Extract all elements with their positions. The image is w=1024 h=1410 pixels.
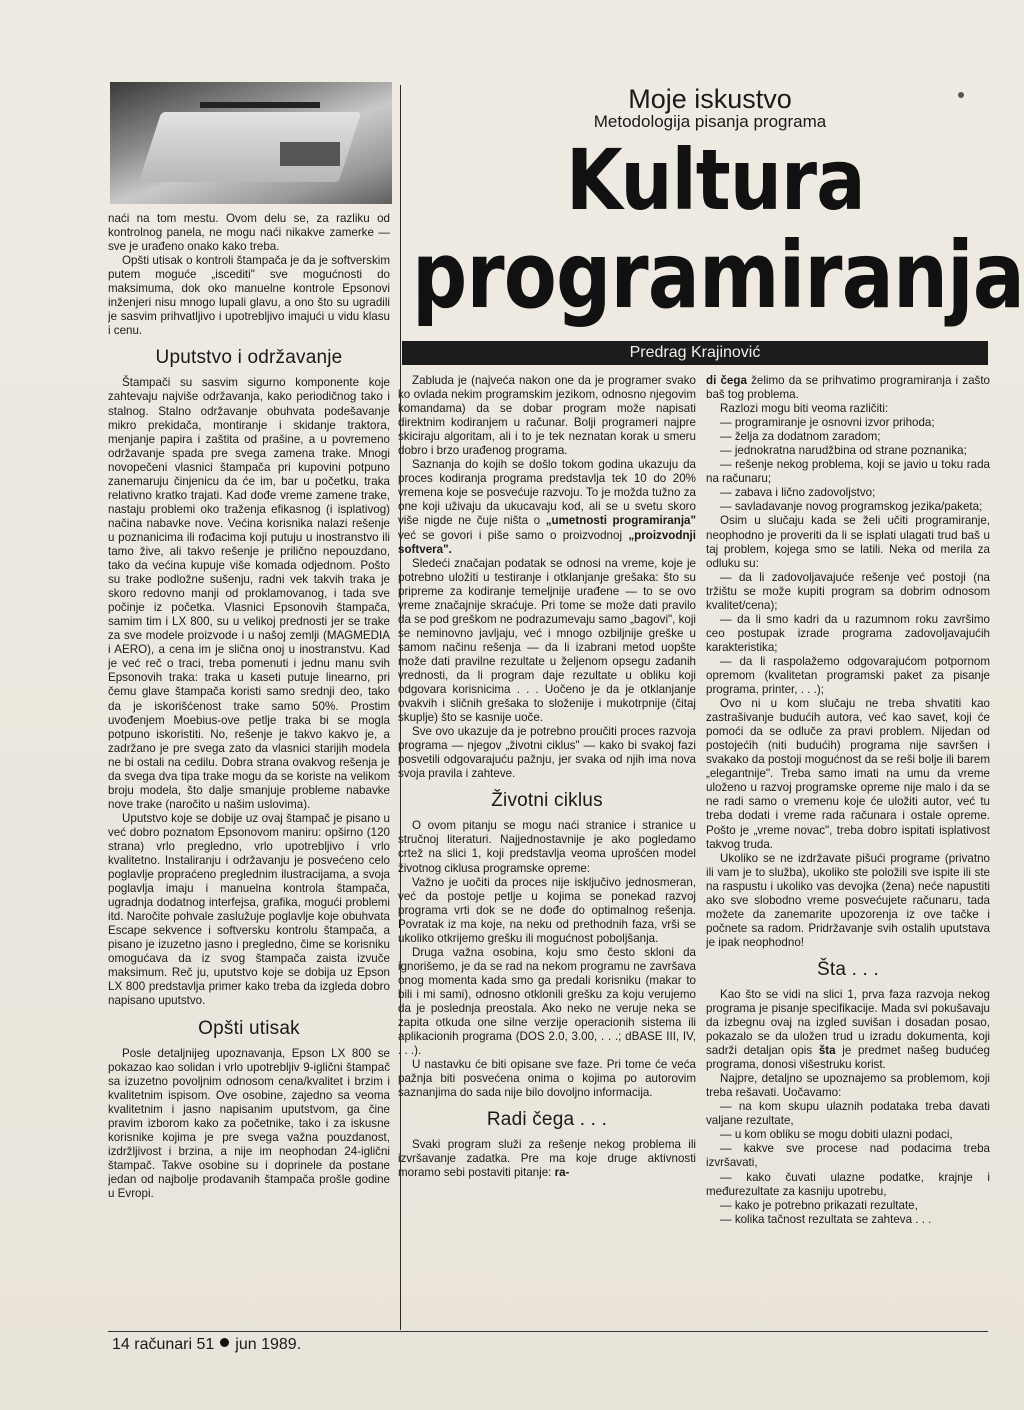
paragraph: Razlozi mogu biti veoma različiti: [720, 402, 889, 416]
bullet-dot-icon [220, 1338, 229, 1347]
paragraph: Ovo ni u kom slučaju ne treba shvatiti kao zastrašivanje budućih autora, već kao savet, koji će pomoći da se odluče za pravi problem. Nijedan od postojećih (niti budućih) programa nije savršen i svakako da postoji mogućnost da se reši bolje ili barem „elegantnije". Treba samo imati na umu da vreme uloženo u razvoj programske opreme nije malo i da se ne radi samo o vremenu koje će uložiti autor, već tu treba dodati i vreme rada računara i ostale opreme. Pošto je „vreme novac", treba dobro ispitati isplativost takvog truda. [706, 697, 990, 851]
section-heading-uputstvo: Uputstvo i održavanje [155, 347, 343, 369]
paragraph [706, 988, 990, 1072]
title-line-2: programiranja [412, 222, 1024, 329]
paragraph: Zabluda je (najveća nakon one da je programer svako ko ovlada nekim programskim jezikom, odnosno njegovim komandama) da se dobar program može napisati direktnim kodiranjem u računar. Bolji programeri najpre skiciraju algoritam, ali i to je tek neznatan korak u smeru dobro i brzo urađenog programa. [398, 374, 696, 458]
list-spec [706, 1100, 990, 1226]
paragraph [398, 1138, 696, 1180]
column-1 [108, 212, 390, 1322]
paragraph: Ukoliko se ne izdržavate pišući programe (privatno ili vam je to služba), ukoliko ste položili sve ispite ili ste na raspustu i ukoliko vas devojka (žena) neće napustiti ako sve slobodno vreme posvećujete računaru, tada možete da zanemarite upozorenja iz ove tačke i počnete sa radom. Pridržavanje svih ostalih uputstava je ipak neophodno! [706, 851, 990, 949]
paragraph: O ovom pitanju se mogu naći stranice i stranice u stručnoj literaturi. Najjednostavnije je ako pogledamo crtež na slici 1, koji predstavlja veoma uprošćen model životnog ciklusa programske opreme: [398, 819, 696, 875]
list-item: — kakve sve procese nad podacima treba izvršavati, [706, 1142, 990, 1170]
list-item: — jednokratna narudžbina od strane poznanika; [720, 444, 967, 458]
paragraph [706, 374, 990, 402]
paragraph: Sve ovo ukazuje da je potrebno proučiti proces razvoja programa — njegov „životni ciklus" — kako bi svakoj fazi posvetili odgovarajuću pažnju, jer svaka od njih ima nova svoja pravila i zahteve. [398, 725, 696, 781]
page-footer [112, 1334, 301, 1356]
subtitle: Metodologija pisanja programa [593, 112, 827, 131]
bold-run: „umetnosti programiranja" [545, 514, 696, 528]
list-item: — rešenje nekog problema, koji se javio u toku rada na računaru; [706, 458, 990, 486]
list-item: — u kom obliku se mogu dobiti ulazni podaci, [720, 1128, 953, 1142]
paragraph: Važno je uočiti da proces nije isključivo jednosmeran, već da postoje petlje u kojima se ponekad razvoj programa vrti dok se ne dođe do optimalnog rešenja. Povratak iz ma koje, na neku od prethodnih faza, vrši se ukoliko otkrijemo grešku ili mogućnost poboljšanja. [398, 875, 696, 945]
paragraph: Sledeći značajan podatak se odnosi na vreme, koje je potrebno uložiti u testiranje i otklanjanje grešaka: što su pripreme za kodiranje temeljnije urađene — to se ovo vreme značajnije skraćuje. Pri tome se može dati pravilo da se pod greškom ne podrazumevaju samo „bagovi", koji se neminovno javljaju, već i mnogo ozbiljnije greške u samom načinu rešenja — da li izabrani metod uopšte može dati pravilne rezultate u željenom opsegu zadanih vrednosti, da li program daje rezultate u obliku koji odgovara korisnicima . . . Uočeno je da je otklanjanje ovakvih i sličnih grešaka to složenije i mukotrpnije (čitaj skuplje) što se kasnije uoče. [398, 556, 696, 725]
list-item: — zabava i lično zadovoljstvo; [720, 486, 876, 500]
column-3 [706, 374, 990, 1332]
paragraph: Druga važna osobina, koju smo često skloni da ignorišemo, je da se rad na nekom programu ne završava onog momenta kada smo ga predali korisniku (makar to bili i mi sami), odnosno otklonili grešku za koju verujemo da je poslednja preostala. Ako neko ne veruje neka se zapita otkuda one silne verzije operacionih sistema ili aplikacionih programa (DOS 2.0, 3.00, . . .; dBASE III, IV, . . .). [398, 945, 696, 1058]
print-speck [958, 92, 964, 98]
list-item: — programiranje je osnovni izvor prihoda; [720, 416, 935, 430]
text-run: Svaki program služi za rešenje nekog problema ili izvršavanje zadatka. Pre ma koje druge aktivnosti moramo sebi postaviti pitanje: [398, 1138, 696, 1180]
printer-carriage [200, 102, 320, 108]
list-item: — kolika tačnost rezultata se zahteva . . . [720, 1212, 932, 1226]
paragraph: Opšti utisak o kontroli štampača je da je softverskim putem moguće „iscediti" sve mogućnosti do maksimuma, dok oko manuelne kontrole Epsonovi inženjeri nisu mnogo lupali glavu, a ono što su ugradili je sasvim prihvatljivo i upotrebljivo imajući u vidu klasu i cenu. [108, 254, 390, 338]
printer-photo [110, 82, 392, 204]
list-item: — savladavanje novog programskog jezika/paketa; [720, 500, 983, 514]
list-reasons [706, 416, 990, 514]
paragraph: U nastavku će biti opisane sve faze. Pri tome će veća pažnja biti posvećena onima o kojima po autorovim saznanjima do sada nije bilo dovoljno informacija. [398, 1058, 696, 1100]
paragraph: naći na tom mestu. Ovom delu se, za razliku od kontrolnog panela, ne mogu naći nikakve zamerke — sve je urađeno onako kako treba. [108, 212, 390, 254]
list-item: — kako čuvati ulazne podatke, krajnje i međurezultate za kasniju upotrebu, [706, 1170, 990, 1198]
paragraph: Uputstvo koje se dobije uz ovaj štampač je pisano u već dobro poznatom Epsonovom maniru: opširno (120 strana) vrlo pregledno, vrlo upotrebljivo i vrlo kvalitetno. Instaliranju i održavanju je posvećeno celo poglavlje propraćeno preglednim ilustracijama, a svoja poglavlja imaju i manuelna kontrola štampača, ugradnja dodatnog interfejsa, grafika, mogući problemi itd. Naročite pohvale zaslužuje poglavlje koje obuhvata Escape sekvence i softversku kontrolu štampača, a pisano je izuzetno jasno i pregledno, čime se korisniku omogućava da iz svog štampača zaista izvuče maksimum. Reč ju, uputstvo koje se dobija uz Epson LX 800 predstavlja primer kako treba da izgleda dobro napisano uputstvo. [108, 811, 390, 1008]
paragraph: Osim u slučaju kada se želi učiti programiranje, neophodno je proveriti da li se isplati ulagati trud baš u taj problem, kojega smo se latili. Neka od merila za odluku su: [706, 514, 990, 570]
text-run: želimo da se prihvatimo programiranja i zašto baš tog problema. [706, 374, 990, 402]
paragraph: Posle detaljnijeg upoznavanja, Epson LX 800 se pokazao kao solidan i vrlo upotrebljiv 9-iglični štampač sa izuzetno povoljnim odnosom cena/kvalitet i brzim i kvalitetnim ispisom. Ove osobine, zajedno sa veoma kvalitetnim i jasno napisanim uputstvom, ga čine pravim izborom kako za početnike, tako i za iskusne korisnike kojima je pre svega važna pouzdanost, izdržljivost i brzina, a nije im neophodan 24-iglični štampač. Takve osobine su i doprinele da postane jedan od najbolje prodavanih štampača prošle godine u Evropi. [108, 1046, 390, 1200]
paragraph [398, 458, 696, 556]
text-run: Kao što se vidi na slici 1, prva faza razvoja nekog programa je pisanje specifikacije. Mada svi pokušavaju da izbegnu ovaj na izgled suvišan i dosadan posao, pokazalo se da uložen trud u izradu dokumenta, koji sadrži detaljan opis [706, 987, 990, 1058]
bold-run: di čega [706, 374, 747, 387]
title-line-1: Kultura [566, 131, 865, 229]
text-run: već se govori i piše samo o proizvodnoj [398, 528, 629, 542]
list-item: — da li zadovoljavajuće rešenje već postoji (na tržištu se može kupiti program sa dobrim odnosom kvalitet/cena); [706, 570, 990, 612]
list-item: — želja za dodatnom zaradom; [720, 430, 881, 444]
text-run: Saznanja do kojih se došlo tokom godina ukazuju da proces kodiranja programa predstavlja tek 10 do 20% vremena koje se posvećuje razvoju. To je možda tužno za one koji uživaju da ukucavaju kod, ali se u svetu skoro više nigde ne čuje ništa o [398, 458, 696, 528]
footer-rule [108, 1331, 988, 1332]
author-bar: Predrag Krajinović [402, 341, 988, 365]
footer-issue: 14 računari 51 [112, 1336, 215, 1353]
paragraph: Štampači su sasvim sigurno komponente koje zahtevaju najviše održavanja, kako periodičnog tako i stalnog. Stalno održavanje obuhvata podešavanje mikro prekidača, montiranje i skidanje traktora, menjanje papira i zaštita od prašine, a u povremeno održavanje spada pre svega zamena trake. Mnogi novopečeni vlasnici štampača pri kupovini potpuno zanemaruju činjenicu da će im, bar u početku, traka relativno kratko trajati. Kad dođe vreme zamene trake, nastaju problemi oko traženja efikasnog (i isplativog) načina nabavke nove. Većina korisnika nalazi rešenje u poznanicima ili rođacima koji putuju u inostranstvo ili tamo žive, ali takvo rešenje je prilično nepouzdano, tako da većina kupuje više komada odjednom. Pošto su trake podložne sušenju, radni vek takvih traka je skoro redovno manji od proklamovanog, i tada sve počinje iz početka. Vlasnici Epsonovih štampača, samim tim i LX 800, su u velikoj prednosti jer se trake za sve modele proizvode i u našoj zemlji (MAGMEDIA i AERO), a cena im je slična onoj u inostranstvu. Kad je već reč o traci, treba pomenuti i jednu manu svih Epsonovih traka: traka u kaseti putuje linearno, pri čemu glave štampača koristi samo srednji deo, tako da je iskorišćenost trake samo 50%. Prostim uvođenjem Moebius-ove petlje traka bi se mogla potpuno iskoristiti. No, rešenje je takvo kakvo je, a zadržano je pre svega zato da vlasnici starijih modela ne bi ostali na cedilu. Dobra strana ovakvog rešenja je da svega dva tipa trake mogu da se koriste na velikom broju modela, što dalje smanjuje probleme nabavke nove trake (naročito u našim uslovima). [108, 376, 390, 811]
section-heading-zivotni: Životni ciklus [491, 790, 603, 812]
footer-date: jun 1989. [235, 1336, 302, 1353]
section-heading-opsti: Opšti utisak [198, 1017, 300, 1039]
section-heading-sta: Šta . . . [817, 958, 879, 980]
section-heading-radi: Radi čega . . . [486, 1109, 608, 1131]
bold-run: šta [818, 1044, 836, 1058]
list-item: — kako je potrebno prikazati rezultate, [720, 1198, 918, 1212]
bold-run: „proizvodnji softvera". [398, 528, 696, 556]
list-item: — da li smo kadri da u razumnom roku završimo ceo postupak izrade programa zadovoljavajućih karakteristika; [706, 612, 990, 654]
list-item: — da li raspolažemo odgovarajućom potpornom opremom (kvalitetan programski paket za pisanje programa, printer, . . .); [706, 654, 990, 697]
bold-run: ra- [554, 1166, 570, 1180]
list-item: — na kom skupu ulaznih podataka treba davati valjane rezultate, [706, 1100, 990, 1128]
column-2 [398, 374, 696, 1332]
paragraph: Najpre, detaljno se upoznajemo sa problemom, koji treba rešavati. Uočavamo: [706, 1072, 990, 1100]
kicker: Moje iskustvo [628, 84, 792, 114]
printer-panel [280, 142, 340, 166]
text-run: je predmet našeg budućeg programa, donosi višestruku korist. [706, 1044, 990, 1072]
list-criteria [706, 571, 990, 697]
